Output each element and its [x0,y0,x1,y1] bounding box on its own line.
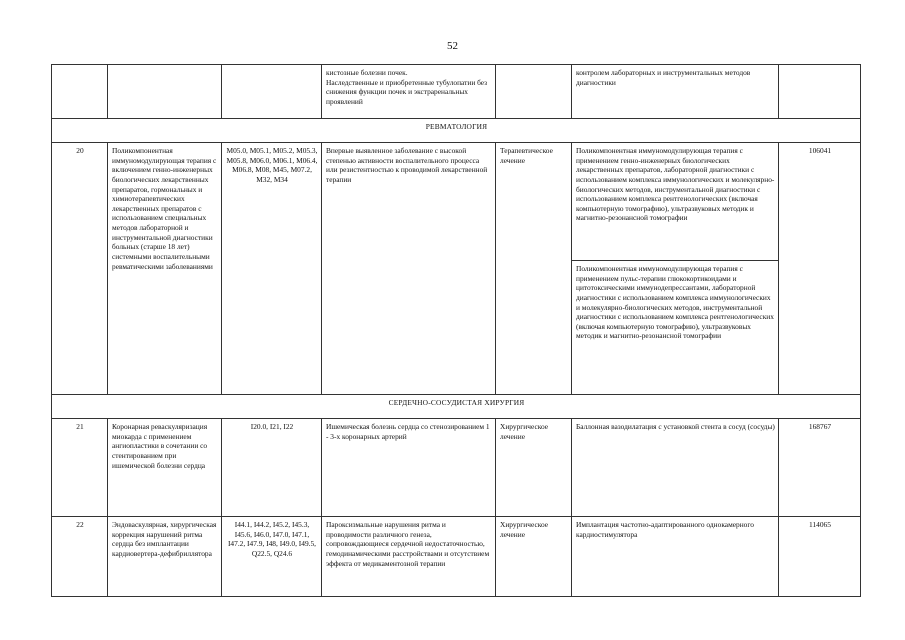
disease-cell: Впервые выявленное заболевание с высокой степенью активности воспалительного процесса или резистентностью к проводимой лекарственной терапии [322,143,496,395]
method-cell: Имплантация частотно-адаптированного однокамерного кардиостимулятора [572,517,779,597]
name-cell [108,65,222,119]
section-title: РЕВМАТОЛОГИЯ [52,119,861,143]
treatment-cell [496,65,572,119]
section-row [52,395,861,419]
codes-cell [222,65,322,119]
section-row [52,119,861,143]
codes-cell: I20.0, I21, I22 [222,419,322,517]
name-cell: Поликомпонентная иммуномодулирующая терапия с включением генно-инженерных биологических лекарственных препаратов, гормональных и химиотерапевтических лекарственных препаратов с использованием специальных методов лабораторной и инструментальной диагностики больных (старше 18 лет) системными воспалительными ревматическими заболеваниями [108,143,222,395]
cost-cell: 114065 [779,517,861,597]
disease-cell: Пароксизмальные нарушения ритма и проводимости различного генеза, сопровождающиеся сердечной недостаточностью, гемодинамическими расстройствами и отсутствием эффекта от медикаментозной терапии [322,517,496,597]
treatment-cell: Хирургическое лечение [496,419,572,517]
page-number: 52 [447,40,458,52]
section-title: СЕРДЕЧНО-СОСУДИСТАЯ ХИРУРГИЯ [52,395,861,419]
num-cell [52,65,108,119]
num-cell: 22 [52,517,108,597]
table-row [52,143,861,261]
treatment-cell: Хирургическое лечение [496,517,572,597]
table-row [52,419,861,517]
codes-cell: I44.1, I44.2, I45.2, I45.3, I45.6, I46.0, I47.0, I47.1, I47.2, I47.9, I48, I49.0, I49.5, Q22.5, Q24.6 [222,517,322,597]
table-row [52,517,861,597]
disease-cell: Ишемическая болезнь сердца со стенозированием 1 - 3-х коронарных артерий [322,419,496,517]
table-row [52,65,861,119]
method-cell: Баллонная вазодилатация с установкой стента в сосуд (сосуды) [572,419,779,517]
codes-cell: M05.0, M05.1, M05.2, M05.3, M05.8, M06.0, M06.1, M06.4, M06.8, M08, M45, M07.2, M32, M34 [222,143,322,395]
method-cell: Поликомпонентная иммуномодулирующая терапия с применением генно-инженерных биологических лекарственных препаратов, лабораторной диагностики с использованием комплекса иммунологических и молекулярно-биологических методов, инструментальной диагностики с использованием комплекса рентгенологических (включая компьютерную томографию), ультразвуковых методик и магнитно-резонансной томографии [572,143,779,261]
name-cell: Коронарная реваскуляризация миокарда с применением ангиопластики в сочетании со стентированием при ишемической болезни сердца [108,419,222,517]
cost-cell: 168767 [779,419,861,517]
cost-cell [779,65,861,119]
treatment-cell: Терапевтическое лечение [496,143,572,395]
name-cell: Эндоваскулярная, хирургическая коррекция нарушений ритма сердца без имплантации кардиовертера-дефибриллятора [108,517,222,597]
disease-cell: кистозные болезни почек. Наследственные и приобретенные тубулопатии без снижения функции почек и экстраренальных проявлений [322,65,496,119]
medical-care-table [51,64,861,597]
num-cell: 21 [52,419,108,517]
num-cell: 20 [52,143,108,395]
method-cell: Поликомпонентная иммуномодулирующая терапия с применением пульс-терапии глюкокортикоидами и цитотоксическими иммунодепрессантами, лабораторной диагностики с использованием комплекса иммунологических и молекулярно-биологических методов, инструментальной диагностики с использованием комплекса рентгенологических (включая компьютерную томографию), ультразвуковых методик и магнитно-резонансной томографии [572,261,779,395]
cost-cell: 106041 [779,143,861,395]
method-cell: контролем лабораторных и инструментальных методов диагностики [572,65,779,119]
